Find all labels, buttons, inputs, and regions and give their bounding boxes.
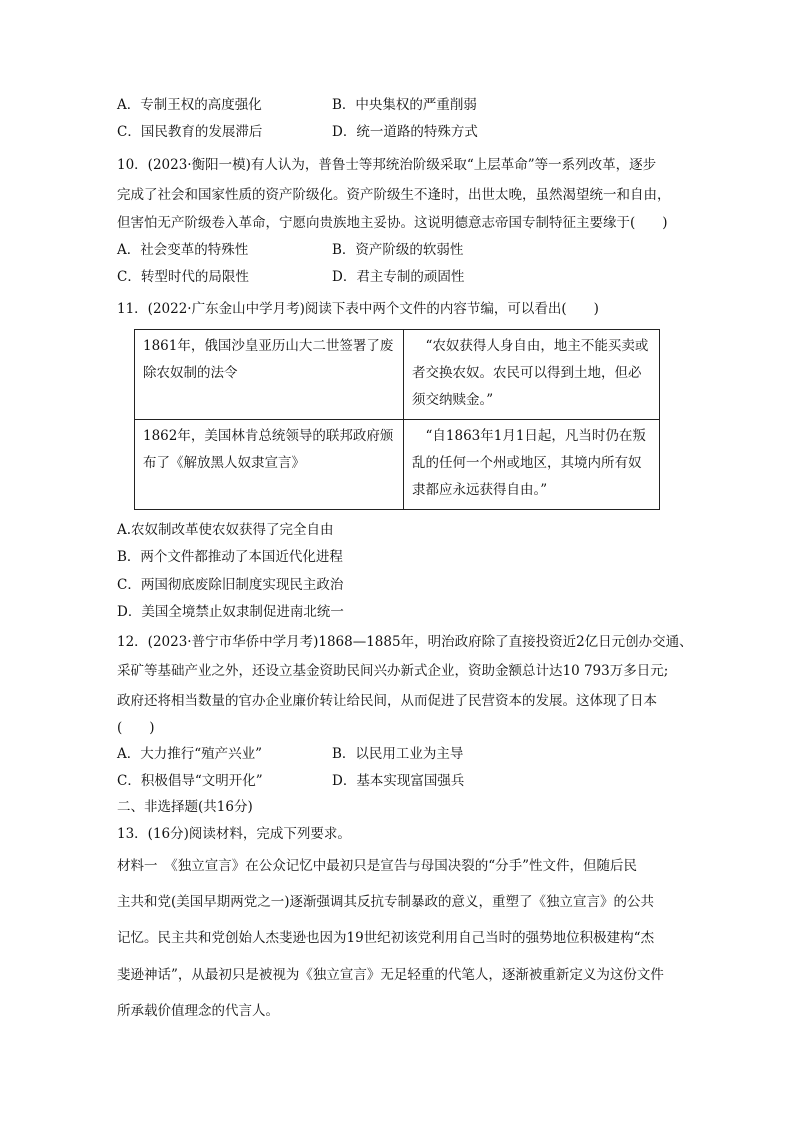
q11-option-c[interactable]: C．两国彻底废除旧制度实现民主政治 [117, 577, 344, 593]
q10-option-d[interactable]: D．君主专制的顽固性 [332, 269, 465, 285]
cell-line: “自1863年1月1日起，凡当时仍在叛 [412, 428, 646, 444]
cell-line: 布了《解放黑人奴隶宣言》 [143, 455, 305, 471]
q10-option-a[interactable]: A．社会变革的特殊性 [117, 242, 249, 258]
q12-stem-line-1: 12．(2023·普宁市华侨中学月考)1868—1885年，明治政府除了直接投资近2亿日元创办交通、 [117, 634, 693, 650]
table-row [135, 330, 660, 420]
material1-line-3: 记忆。民主共和党创始人杰斐逊也因为19世纪初该党利用自己当时的强势地位积极建构“杰 [117, 930, 655, 946]
q11-option-d[interactable]: D．美国全境禁止奴隶制促进南北统一 [117, 604, 344, 620]
q10-stem-line-3: 但害怕无产阶级卷入革命，宁愿向贵族地主妥协。这说明德意志帝国专制特征主要缘于( ) [117, 215, 668, 231]
q11-stem: 11．(2022·广东金山中学月考)阅读下表中两个文件的内容节编，可以看出( ) [117, 301, 599, 317]
cell-line: 乱的任何一个州或地区，其境内所有奴 [412, 455, 642, 471]
q12-option-b[interactable]: B．以民用工业为主导 [332, 746, 464, 762]
q10-option-c[interactable]: C．转型时代的局限性 [117, 269, 249, 285]
material1-line-4: 斐逊神话”，从最初只是被视为《独立宣言》无足轻重的代笔人，逐渐被重新定义为这份文件 [117, 967, 664, 983]
q9-option-a[interactable]: A．专制王权的高度强化 [117, 97, 262, 113]
material1-line-2: 主共和党(美国早期两党之一)逐渐强调其反抗专制暴政的意义，重塑了《独立宣言》的公共 [117, 894, 655, 910]
cell-line: 1862年，美国林肯总统领导的联邦政府颁 [143, 428, 394, 444]
q12-options-row-2 [117, 772, 697, 790]
q11-option-b[interactable]: B．两个文件都推动了本国近代化进程 [117, 549, 343, 565]
q10-stem-line-2: 完成了社会和国家性质的资产阶级化。资产阶级生不逢时，出世太晚，虽然渴望统一和自由， [117, 187, 671, 203]
q12-option-d[interactable]: D．基本实现富国强兵 [332, 773, 465, 789]
cell-line: “农奴获得人身自由，地主不能买卖或 [412, 338, 649, 354]
cell-line: 1861年，俄国沙皇亚历山大二世签署了废 [143, 338, 394, 354]
q11-option-a[interactable]: A.农奴制改革使农奴获得了完全自由 [117, 522, 334, 538]
q12-option-a[interactable]: A．大力推行“殖产兴业” [117, 746, 263, 762]
q10-options-row-2 [117, 268, 697, 286]
q9-option-d[interactable]: D．统一道路的特殊方式 [332, 124, 478, 140]
q11-source-table [134, 329, 660, 510]
material1-line-1: 材料一 《独立宣言》在公众记忆中最初只是宣告与母国决裂的“分手”性文件，但随后民 [117, 858, 638, 874]
cell-line: 除农奴制的法令 [143, 365, 238, 381]
q12-stem-line-2: 采矿等基础产业之外，还设立基金资助民间兴办新式企业，资助金额总计达10 793万多日元; [117, 663, 669, 679]
q9-options-row-1 [117, 96, 697, 114]
q10-stem-line-1: 10．(2023·衡阳一模)有人认为，普鲁士等邦统治阶级采取“上层革命”等一系列改革，逐步 [117, 157, 657, 173]
table-cell-russia-event [135, 330, 404, 420]
cell-line: 者交换农奴。农民可以得到土地，但必 [412, 365, 642, 381]
q9-options-row-2 [117, 123, 697, 141]
q12-stem-line-4: ( ) [117, 720, 155, 736]
material1-line-5: 所承载价值理念的代言人。 [117, 1003, 279, 1019]
q9-option-b[interactable]: B．中央集权的严重削弱 [332, 97, 477, 113]
q10-option-b[interactable]: B．资产阶级的软弱性 [332, 242, 464, 258]
table-cell-usa-event [135, 420, 404, 510]
q10-options-row-1 [117, 241, 697, 259]
cell-line: 须交纳赎金。” [412, 392, 494, 408]
q13-stem: 13．(16分)阅读材料，完成下列要求。 [117, 826, 351, 842]
table-cell-usa-quote [404, 420, 660, 510]
q12-option-c[interactable]: C．积极倡导“文明开化” [117, 773, 263, 789]
q9-option-c[interactable]: C．国民教育的发展滞后 [117, 124, 263, 140]
q12-options-row-1 [117, 745, 697, 763]
cell-line: 隶都应永远获得自由。” [412, 482, 548, 498]
table-cell-russia-quote [404, 330, 660, 420]
q12-stem-line-3: 政府还将相当数量的官办企业廉价转让给民间，从而促进了民营资本的发展。这体现了日本 [117, 693, 657, 709]
table-row [135, 420, 660, 510]
section-heading-non-choice: 二、非选择题(共16分) [117, 799, 253, 815]
